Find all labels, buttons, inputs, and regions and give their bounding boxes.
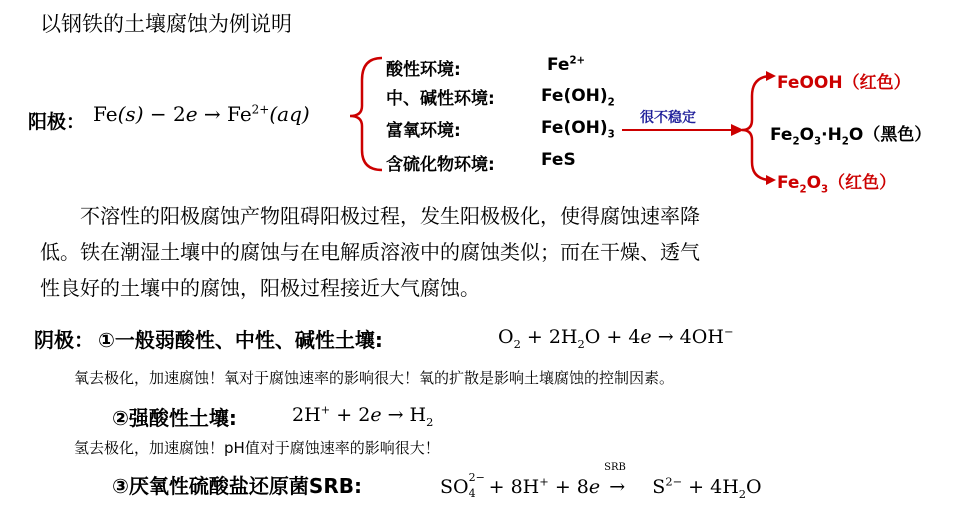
cathode-case1-equation: $O_2 + 2H_2O + 4e \to 4OH^-$ [498,324,734,351]
env-acidic: 酸性环境: [386,60,461,80]
cathode-label: 阴极： [34,328,94,352]
cathode-case2-note: 氢去极化，加速腐蚀！pH值对于腐蚀速率的影响很大！ [74,439,440,457]
paragraph-line-2: 低。铁在潮湿土壤中的腐蚀与在电解质溶液中的腐蚀类似；而在干燥、透气 [40,240,700,264]
product-feoh3: $Fe(OH)_3$ [541,118,615,141]
product-fe2plus: $Fe^{2+}$ [547,55,586,75]
cathode-case1-note: 氧去极化，加速腐蚀！氧对于腐蚀速率的影响很大！氧的扩散是影响土壤腐蚀的控制因素。 [74,369,675,387]
cathode-case2-equation: $2H^+ + 2e \to H_2$ [292,402,434,429]
anode-brace [350,58,382,170]
cathode-case1-title: ①一般弱酸性、中性、碱性土壤: [98,328,383,352]
anode-label: 阳极： [28,111,86,133]
product-feoh2: $Fe(OH)_2$ [541,86,615,109]
product-fes: FeS [541,150,576,170]
paragraph-line-3: 性良好的土壤中的腐蚀，阳极过程接近大气腐蚀。 [40,276,480,300]
env-sulfide: 含硫化物环境: [386,155,495,175]
product-fe2o3-h2o: $Fe_2O_3\cdot H_2O$（黑色） [770,125,932,148]
unstable-label: 很不稳定 [640,110,696,126]
product-fe2o3: $Fe_2O_3$（红色） [777,173,897,196]
product-brace [742,76,772,180]
env-neutral-alkaline: 中、碱性环境: [386,89,495,109]
page-title: 以钢铁的土壤腐蚀为例说明 [40,12,292,36]
anode-equation: $Fe(s) - 2e \to Fe^{2+}(aq)$ [93,102,310,126]
env-oxygen-rich: 富氧环境: [386,121,461,141]
fe2o3-arrowhead [766,175,776,185]
paragraph-line-1: 不溶性的阳极腐蚀产物阻碍阳极过程，发生阳极极化，使得腐蚀速率降 [80,204,700,228]
feooh-arrowhead [766,71,776,81]
product-feooh: FeOOH（红色） [777,73,911,93]
cathode-case3-equation: SO 2− 4 + 8H+ + 8e → SRB $S^{2-} + 4H_2O$ [440,462,762,501]
cathode-case2-title: ②强酸性土壤: [112,406,237,430]
cathode-case3-title: ③厌氧性硫酸盐还原菌SRB: [112,474,362,498]
